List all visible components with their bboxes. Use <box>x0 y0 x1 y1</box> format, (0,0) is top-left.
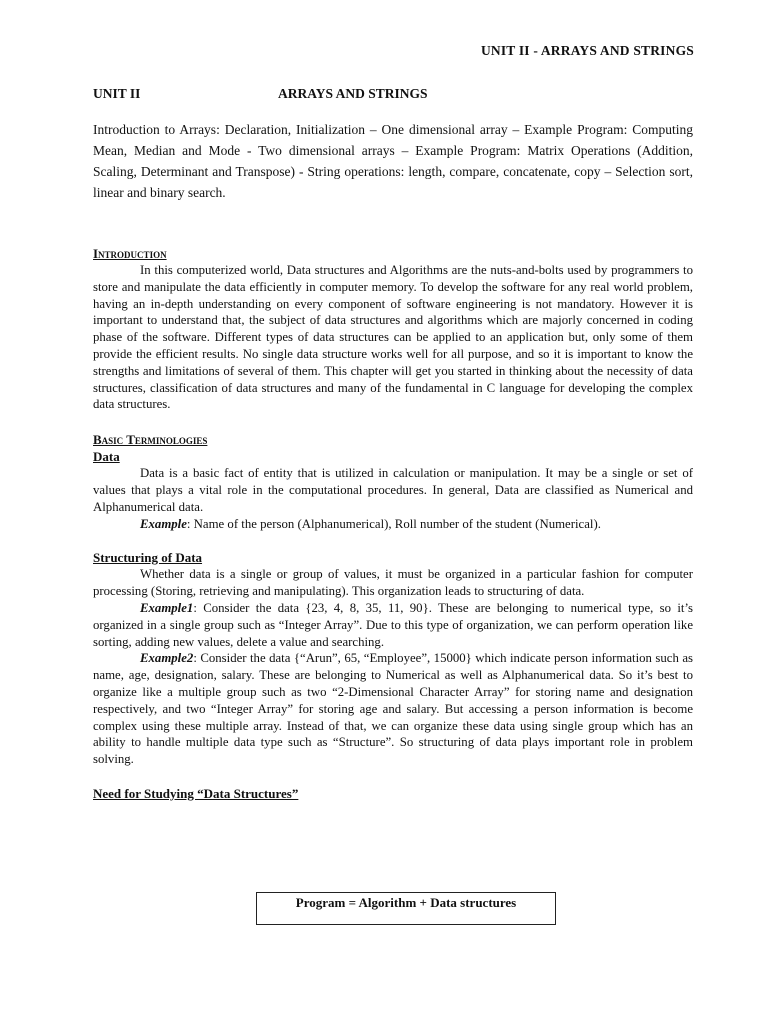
structuring-paragraph: Whether data is a single or group of values, it must be organized in a particular fashion for computer processing (Storing, retrieving and manipulating). This organization leads to structuring of data. <box>93 567 693 599</box>
data-heading: Data <box>93 449 120 465</box>
formula-text: Program = Algorithm + Data structures <box>295 895 517 910</box>
example2-text: : Consider the data {“Arun”, 65, “Employee”, 15000} which indicate person information such as name, age, designation, salary. These are belonging to Numerical as well as Alphanumerical data. So it’s best to organize like a multiple group such as two “2-Dimensional Character Array” for storing name and designation respectively, and two “Integer Array” for storing age and salary. But accessing a person information is become complex using these multiple array. Instead of that, we can organize these data using single group which has an ability to handle multiple data type such as “Structure”. So structuring of data plays important role in problem solving. <box>93 651 693 767</box>
example-text: : Name of the person (Alphanumerical), Roll number of the student (Numerical). <box>186 516 601 531</box>
unit-syllabus: Introduction to Arrays: Declaration, Initialization – One dimensional array – Example Program: Computing Mean, Median and Mode - Two dimensional arrays – Example Program: Matrix Operations (Addition, Scaling, Determinant and Transpose) - String operations: length, compare, concatenate, copy – Selection sort, linear and binary search. <box>93 122 693 200</box>
data-example <box>93 516 693 533</box>
unit-number: UNIT II <box>93 86 141 101</box>
example-label: Example <box>140 516 187 531</box>
structuring-example2 <box>93 650 693 768</box>
unit-title-line <box>93 86 693 106</box>
formula-box <box>256 892 556 925</box>
example1-label: Example1 <box>140 600 194 615</box>
need-heading: Need for Studying “Data Structures” <box>93 785 299 801</box>
basic-terminologies-heading: Basic Terminologies <box>93 432 208 448</box>
structuring-example1 <box>93 600 693 650</box>
example2-label: Example2 <box>140 651 194 666</box>
introduction-heading: Introduction <box>93 246 167 261</box>
data-paragraph: Data is a basic fact of entity that is utilized in calculation or manipulation. It may be a single or set of values that plays a vital role in the computational procedures. In general, Data are classified as Numerical and Alphanumerical data. <box>93 466 693 514</box>
running-header: UNIT II - ARRAYS AND STRINGS <box>480 43 694 58</box>
page-content <box>93 86 693 802</box>
unit-title: ARRAYS AND STRINGS <box>278 86 428 101</box>
introduction-paragraph: In this computerized world, Data structures and Algorithms are the nuts-and-bolts used by programmers to store and manipulate the data efficiently in computer memory. To develop the software for any real world problem, having an in-depth understanding on every component of software engineering is not mandatory. However it is important to understand that, the subject of data structures and algorithms which are majorly concerned in coding phase of the software. Different types of data structures can be applied to an application but, only some of them provide the efficient results. No single data structure works well for all purpose, and so it is important to know the strengths and limitations of several of them. This chapter will get you started in thinking about the necessity of data structures, classification of data structures and many of the fundamental in C language for developing the complex data structures. <box>93 263 693 412</box>
structuring-heading: Structuring of Data <box>93 550 203 566</box>
example1-text: : Consider the data {23, 4, 8, 35, 11, 90}. These are belonging to numerical type, so it’s organized in a single group such as “Integer Array”. Due to this type of organization, we can perform operation like sorting, adding new values, delete a value and searching. <box>93 600 693 649</box>
